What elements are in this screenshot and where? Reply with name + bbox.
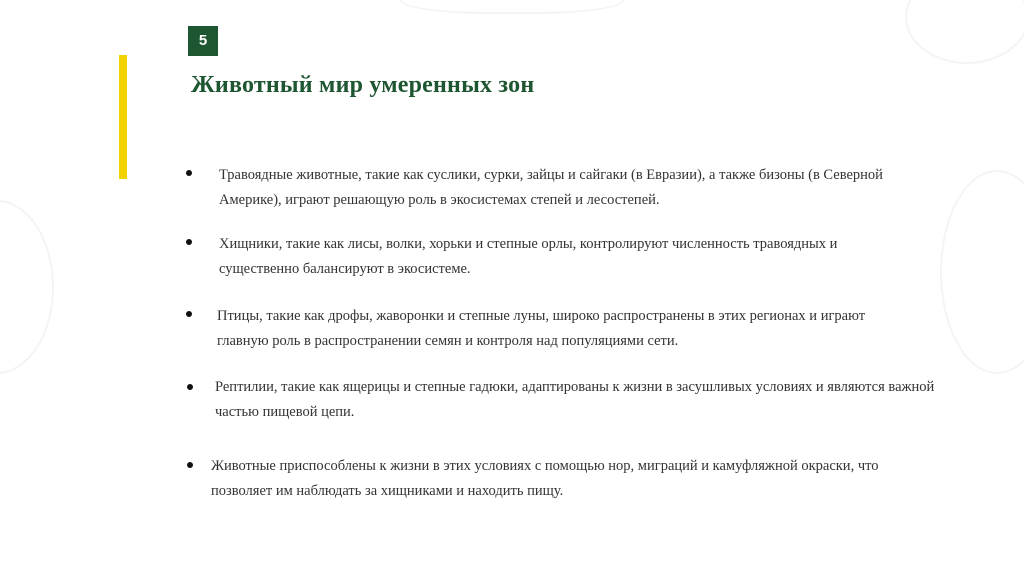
- bullet-text: Птицы, такие как дрофы, жаворонки и степные луны, широко распространены в этих регионах и играют главную роль в распространении семян и контроля над популяциями сети.: [217, 308, 866, 349]
- bullet-dot-icon: [187, 384, 193, 390]
- bullet-dot-icon: [186, 170, 192, 176]
- decorative-shape: [905, 0, 1024, 64]
- bullet-dot-icon: [186, 311, 192, 317]
- bullet-dot-icon: [187, 462, 193, 468]
- bullet-text: Рептилии, такие как ящерицы и степные гадюки, адаптированы к жизни в засушливых условиях и являются важной частью пищевой цепи.: [215, 379, 935, 420]
- decorative-shape: [940, 170, 1024, 374]
- bullet-text: Хищники, такие как лисы, волки, хорьки и степные орлы, контролируют численность травоядных и существенно балансируют в экосистеме.: [219, 236, 838, 277]
- bullet-dot-icon: [186, 239, 192, 245]
- slide-number-badge: 5: [188, 26, 218, 56]
- decorative-shape: [0, 200, 54, 374]
- slide-title: Животный мир умеренных зон: [191, 72, 535, 98]
- decorative-shape: [400, 0, 624, 14]
- bullet-text: Травоядные животные, такие как суслики, сурки, зайцы и сайгаки (в Евразии), а также бизоны (в Северной Америке), играют решающую роль в экосистемах степей и лесостепей.: [219, 167, 883, 208]
- bullet-text: Животные приспособлены к жизни в этих условиях с помощью нор, миграций и камуфляжной окраски, что позволяет им наблюдать за хищниками и находить пищу.: [211, 458, 879, 499]
- accent-bar: [119, 55, 127, 179]
